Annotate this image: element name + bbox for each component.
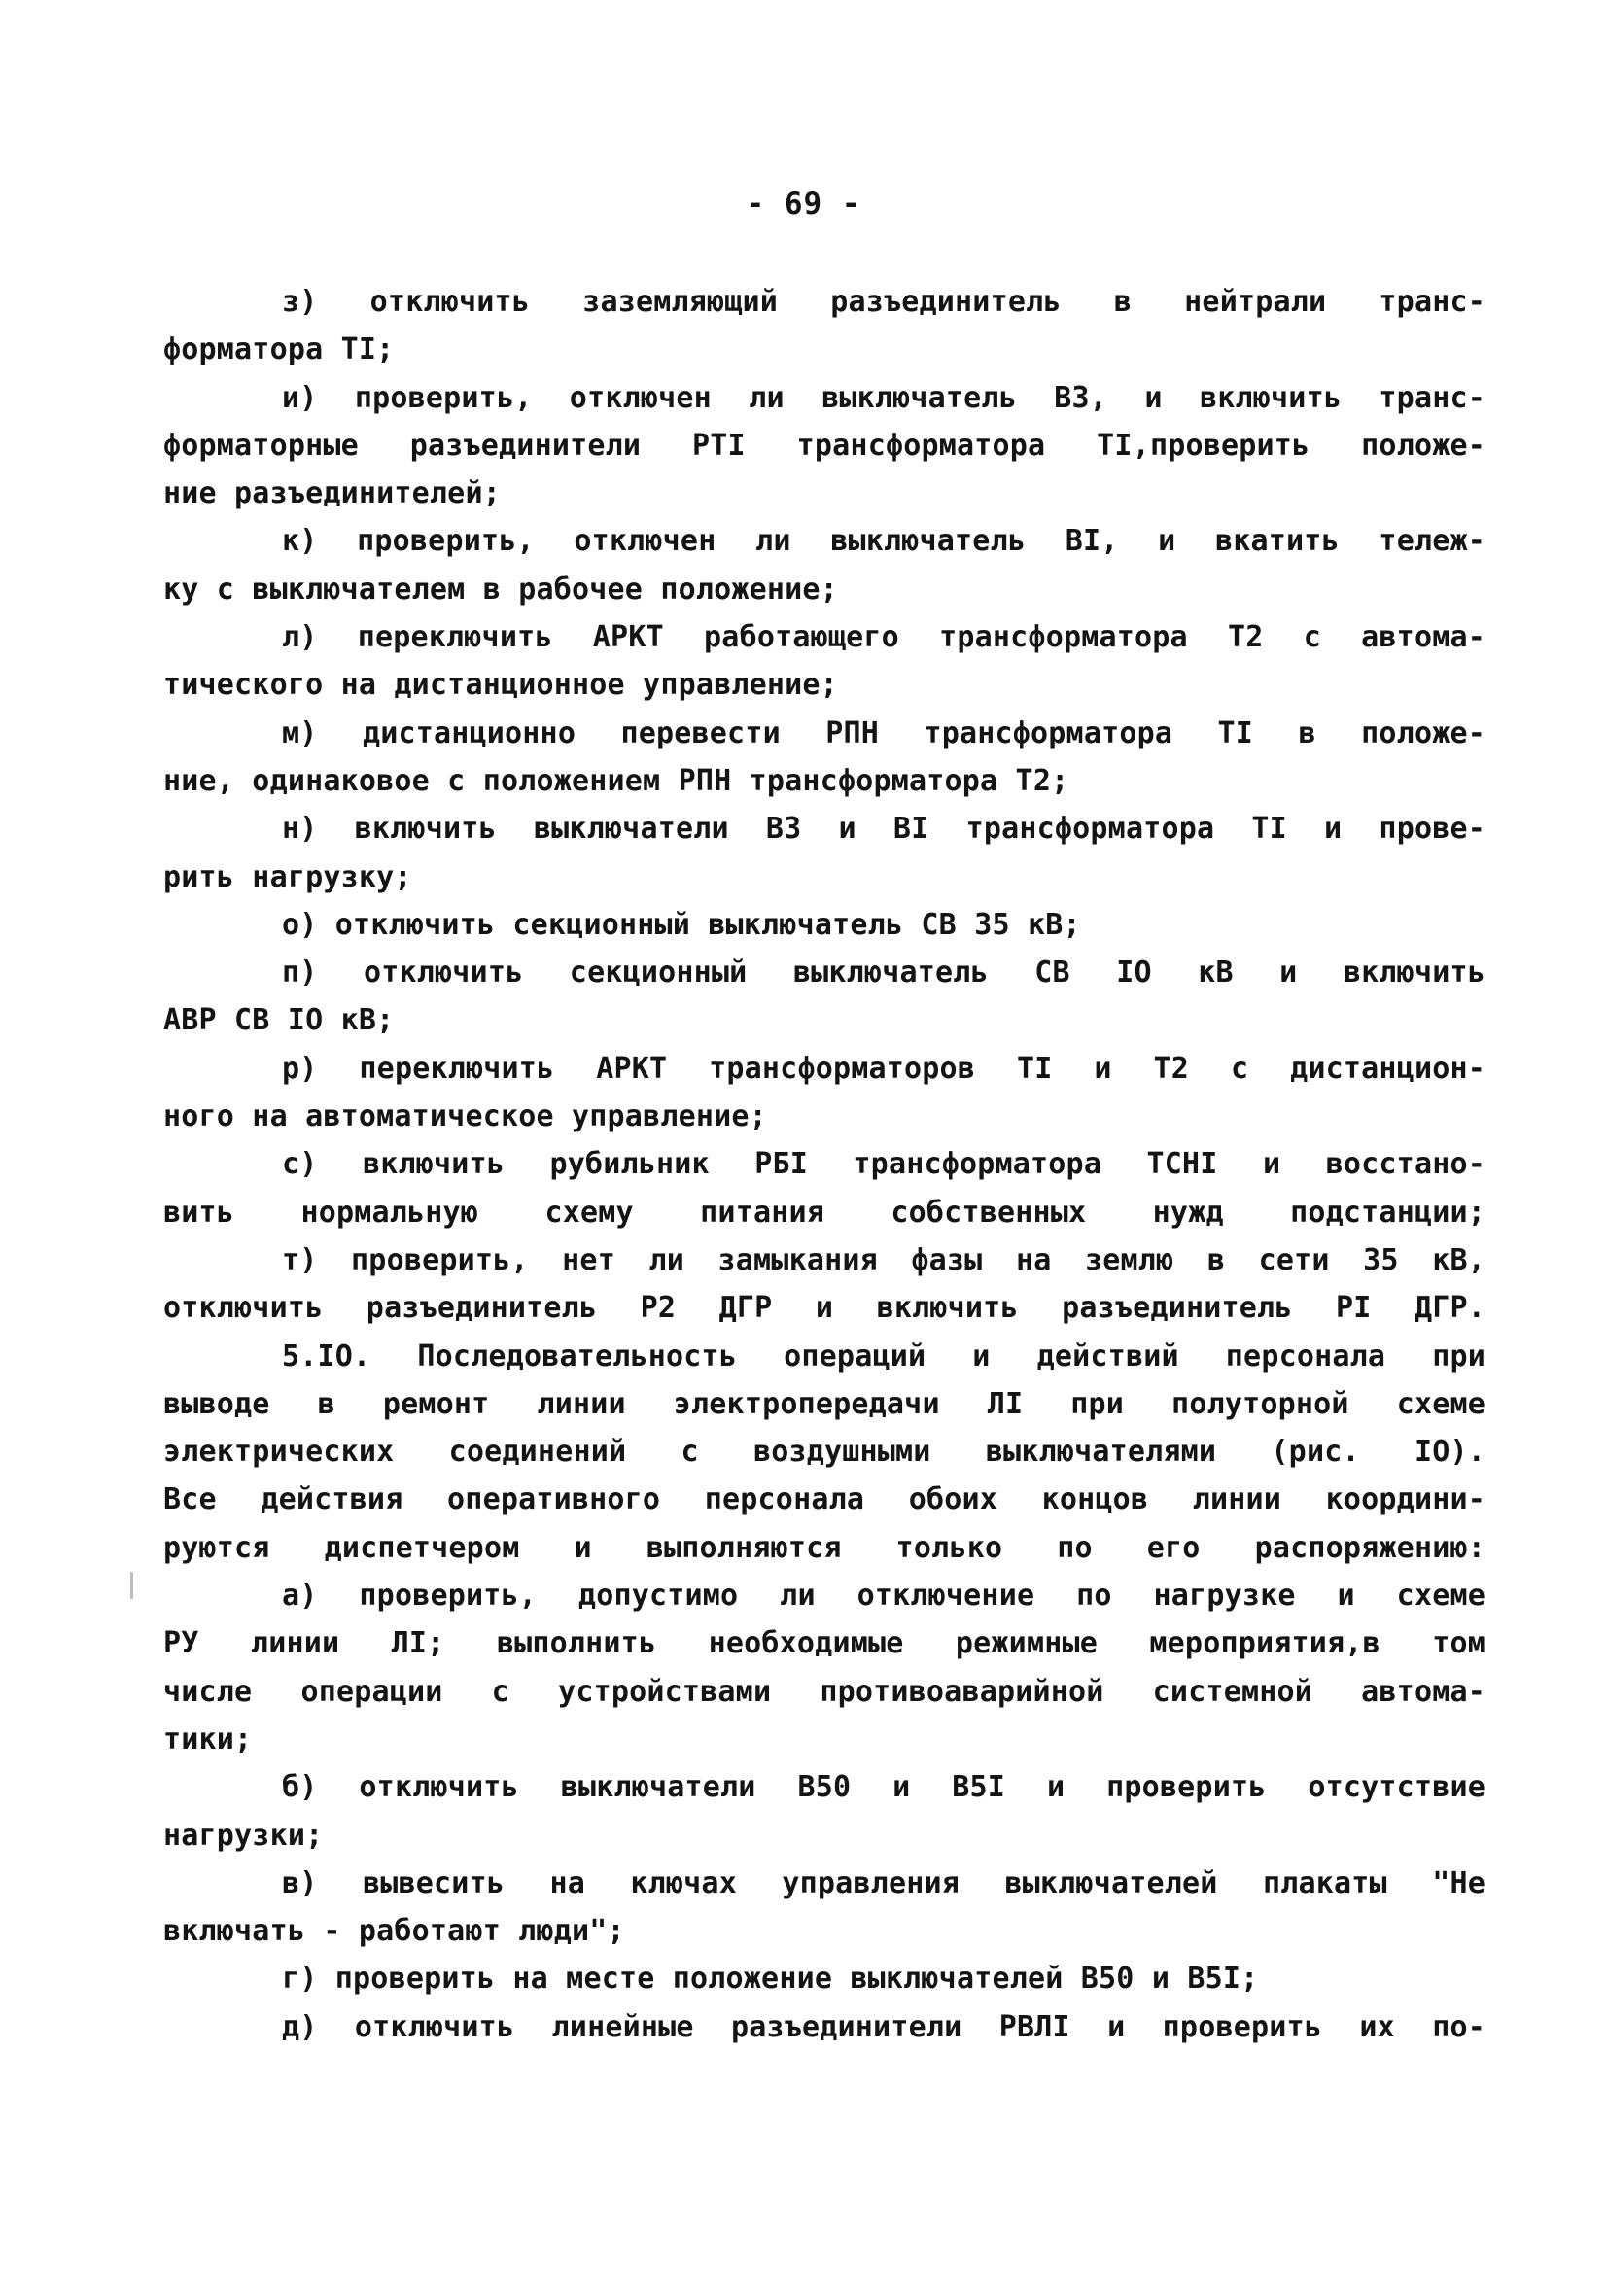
text-line: р) переключить АРКТ трансформаторов ТI и Т2 с дистанцион- [282,1051,1485,1086]
text-line: п) отключить секционный выключатель СВ IO кВ и включить [282,956,1485,991]
text-line: 5.IO. Последовательность операций и действий персонала при [282,1339,1485,1374]
margin-mark [130,1572,133,1599]
text-line: м) дистанционно перевести РПН трансформатора ТI в положе- [282,715,1485,750]
text-line: АВР СВ IO кВ; [163,1003,395,1038]
text-line: о) отключить секционный выключатель СВ 35 кВ; [282,907,1081,942]
text-line: вить нормальную схему питания собственных нужд подстанции; [163,1195,1485,1230]
text-line: к) проверить, отключен ли выключатель ВI, и вкатить тележ- [282,524,1485,559]
text-line: б) отключить выключатели В50 и В5I и проверить отсутствие [282,1770,1485,1805]
text-line: а) проверить, допустимо ли отключение по нагрузке и схеме [282,1579,1485,1614]
text-line: отключить разъединитель Р2 ДГР и включить разъединитель РI ДГР. [163,1291,1485,1326]
text-line: т) проверить, нет ли замыкания фазы на землю в сети 35 кВ, [282,1242,1485,1277]
text-line: тики; [163,1722,253,1757]
text-line: форматорные разъединители РТI трансформатора ТI,проверить положе- [163,428,1485,463]
text-line: Все действия оперативного персонала обоих концов линии координи- [163,1482,1485,1517]
text-line: числе операции с устройствами противоаварийной системной автома- [163,1674,1485,1709]
text-line: л) переключить АРКТ работающего трансформатора Т2 с автома- [282,620,1485,655]
text-line: ние, одинаковое с положением РПН трансформатора Т2; [163,763,1069,798]
text-line: нагрузки; [163,1818,324,1853]
text-line: в) вывесить на ключах управления выключателей плакаты "Не [282,1865,1485,1900]
text-line: РУ линии ЛI; выполнить необходимые режимные мероприятия,в том [163,1626,1485,1661]
text-line: тического на дистанционное управление; [163,668,838,703]
text-line: н) включить выключатели ВЗ и ВI трансформатора ТI и прове- [282,812,1485,847]
text-line: выводе в ремонт линии электропередачи ЛI при полуторной схеме [163,1386,1485,1421]
text-line: ние разъединителей; [163,476,501,511]
text-line: руются диспетчером и выполняются только по его распоряжению: [163,1530,1485,1565]
text-line: з) отключить заземляющий разъединитель в нейтрали транс- [282,285,1485,319]
text-line: с) включить рубильник РБI трансформатора ТСНI и восстано- [282,1147,1485,1182]
text-line: включать - работают люди"; [163,1914,625,1949]
page-number: - 69 - [746,187,861,222]
text-line: г) проверить на месте положение выключателей В50 и В5I; [282,1962,1259,1997]
text-line: ку с выключателем в рабочее положение; [163,572,838,607]
text-line: д) отключить линейные разъединители РВЛI и проверить их по- [282,2009,1485,2044]
text-line: ного на автоматическое управление; [163,1099,767,1134]
body-text [163,278,1485,2051]
text-line: форматора TI; [163,332,395,367]
text-line: рить нагрузку; [163,859,412,894]
text-line: и) проверить, отключен ли выключатель ВЗ, и включить транс- [282,380,1485,415]
text-line: электрических соединений с воздушными выключателями (рис. IO). [163,1435,1485,1470]
